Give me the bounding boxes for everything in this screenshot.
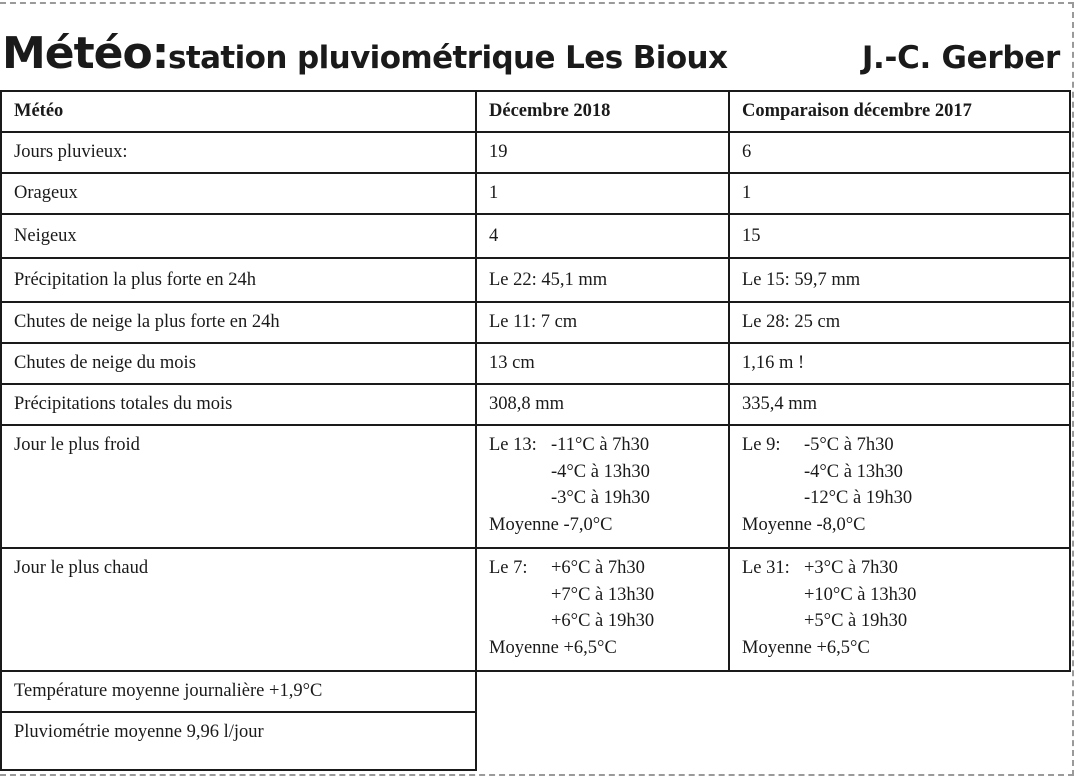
value-2018: Le 11: 7 cm [476, 302, 729, 343]
column-header: Comparaison décembre 2017 [729, 91, 1070, 132]
row-label: Neigeux [1, 214, 476, 258]
heading-title-rest: station pluviométrique Les Bioux [168, 40, 728, 76]
value-2018: 4 [476, 214, 729, 258]
table-row [1, 173, 1070, 214]
table-row [1, 132, 1070, 173]
table-row [1, 712, 1070, 770]
temp-average: Moyenne +6,5°C [489, 637, 617, 658]
summary-temperature: Température moyenne journalière +1,9°C [1, 671, 476, 712]
column-header: Décembre 2018 [476, 91, 729, 132]
value-2017: 1,16 m ! [729, 343, 1070, 384]
temp-morning: +3°C à 7h30 [804, 558, 898, 578]
day-label: Le 7: [489, 558, 528, 578]
warmest-day-row [1, 548, 1070, 671]
column-header: Météo [1, 91, 476, 132]
coldest-day-row [1, 425, 1070, 548]
warmest-2018 [476, 548, 729, 671]
heading-author: J.-C. Gerber [861, 40, 1060, 76]
summary-rainfall: Pluviométrie moyenne 9,96 l/jour [1, 712, 476, 770]
temp-evening: -12°C à 19h30 [804, 488, 913, 508]
row-label: Précipitation la plus forte en 24h [1, 258, 476, 302]
row-label: Chutes de neige du mois [1, 343, 476, 384]
temp-morning: -11°C à 7h30 [551, 435, 650, 455]
temp-evening: -3°C à 19h30 [551, 488, 650, 508]
page-heading [2, 26, 1062, 82]
day-label: Le 9: [742, 435, 781, 455]
value-2018: 13 cm [476, 343, 729, 384]
value-2018: 19 [476, 132, 729, 173]
temp-average: Moyenne +6,5°C [742, 637, 870, 658]
temp-evening: +5°C à 19h30 [804, 611, 908, 631]
value-2017: 335,4 mm [729, 384, 1070, 425]
temp-midday: -4°C à 13h30 [804, 461, 903, 482]
coldest-2017 [729, 425, 1070, 548]
value-2017: 15 [729, 214, 1070, 258]
temp-average: Moyenne -7,0°C [489, 514, 613, 535]
value-2018: Le 22: 45,1 mm [476, 258, 729, 302]
row-label: Précipitations totales du mois [1, 384, 476, 425]
row-label: Jour le plus froid [1, 425, 476, 548]
temp-evening: +6°C à 19h30 [551, 611, 655, 631]
temp-midday: -4°C à 13h30 [551, 461, 650, 482]
table-row [1, 671, 1070, 712]
heading-title-main: Météo: [2, 28, 169, 79]
table-row [1, 258, 1070, 302]
value-2017: Le 28: 25 cm [729, 302, 1070, 343]
value-2018: 1 [476, 173, 729, 214]
value-2017: Le 15: 59,7 mm [729, 258, 1070, 302]
weather-table [0, 90, 1071, 771]
coldest-2018 [476, 425, 729, 548]
temp-average: Moyenne -8,0°C [742, 514, 866, 535]
temp-morning: -5°C à 7h30 [804, 435, 894, 455]
row-label: Jour le plus chaud [1, 548, 476, 671]
table-row [1, 214, 1070, 258]
table-row [1, 384, 1070, 425]
value-2017: 6 [729, 132, 1070, 173]
table-row [1, 343, 1070, 384]
temp-morning: +6°C à 7h30 [551, 558, 645, 578]
temp-midday: +10°C à 13h30 [804, 584, 917, 605]
temp-midday: +7°C à 13h30 [551, 584, 655, 605]
warmest-2017 [729, 548, 1070, 671]
day-label: Le 31: [742, 558, 790, 578]
row-label: Jours pluvieux: [1, 132, 476, 173]
value-2017: 1 [729, 173, 1070, 214]
row-label: Orageux [1, 173, 476, 214]
day-label: Le 13: [489, 435, 537, 455]
table-row [1, 302, 1070, 343]
table-header-row [1, 91, 1070, 132]
row-label: Chutes de neige la plus forte en 24h [1, 302, 476, 343]
value-2018: 308,8 mm [476, 384, 729, 425]
